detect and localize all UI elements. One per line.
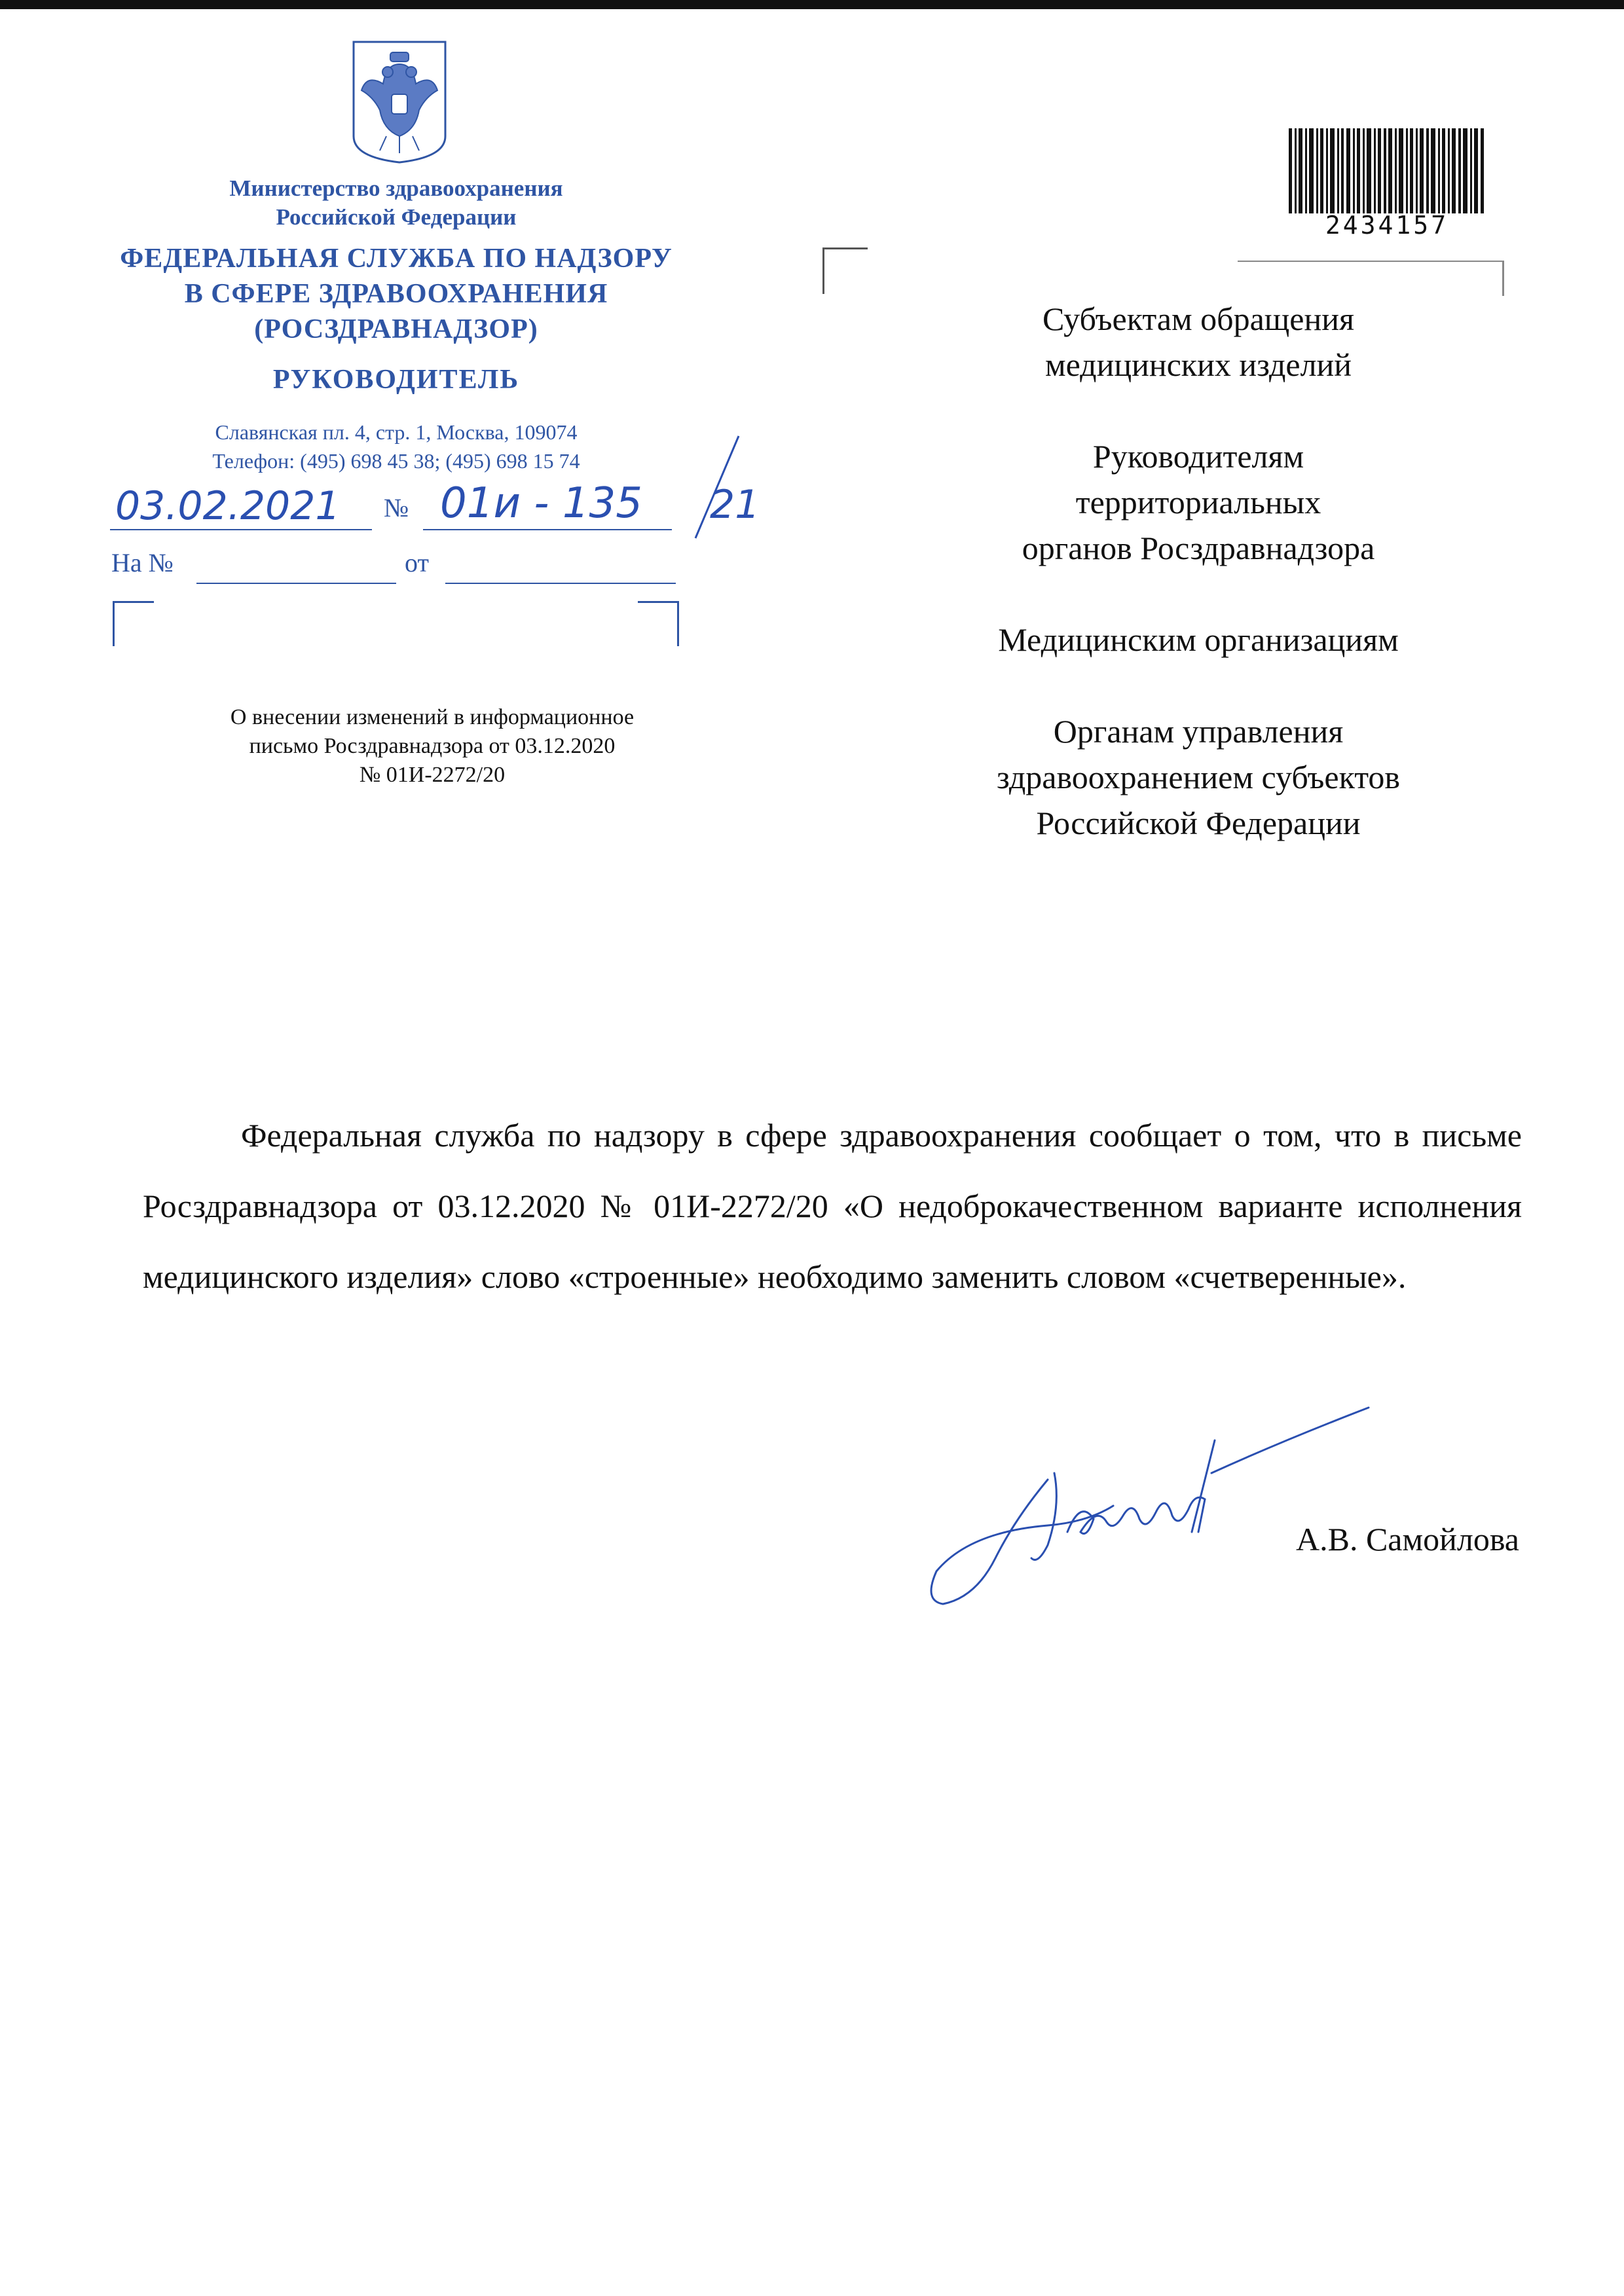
registration-date: 03.02.2021	[115, 483, 341, 529]
recipient-line: органов Росздравнадзора	[1022, 530, 1375, 566]
reference-number-line	[196, 583, 396, 584]
scan-top-edge	[0, 0, 1624, 9]
registration-date-underline	[110, 529, 372, 530]
handwritten-signature	[917, 1401, 1375, 1617]
ministry-line-1: Министерство здравоохранения	[229, 175, 563, 201]
recipient-line: Медицинским организациям	[998, 621, 1399, 658]
agency-line-1: ФЕДЕРАЛЬНАЯ СЛУЖБА ПО НАДЗОРУ	[120, 244, 673, 274]
reference-number-label: На №	[111, 548, 174, 577]
recipients-block	[904, 296, 1493, 892]
recipient-item	[904, 433, 1493, 571]
coat-of-arms-emblem	[347, 38, 452, 165]
agency-line-2: В СФЕРЕ ЗДРАВООХРАНЕНИЯ	[184, 279, 608, 309]
recipient-line: территориальных	[1075, 484, 1321, 520]
agency-address: Славянская пл. 4, стр. 1, Москва, 109074	[215, 420, 578, 444]
agency-line-3: (РОСЗДРАВНАДЗОР)	[254, 314, 538, 344]
barcode	[1289, 128, 1485, 213]
reference-from-line	[445, 583, 676, 584]
registration-slash	[694, 435, 740, 539]
ministry-name	[79, 174, 714, 232]
recipient-line: медицинских изделий	[1044, 346, 1352, 383]
subject-line-3: № 01И-2272/20	[359, 763, 506, 787]
registration-number: 01и - 135	[440, 479, 642, 528]
recipient-line: Российской Федерации	[1036, 805, 1361, 841]
letter-body: Федеральная служба по надзору в сфере здравоохранения сообщает о том, что в письме Росздравнадзора от 03.12.2020 № 01И-2272/20 «О недоброкачественном варианте исполнения медицинского изделия» слово «строенные» необходимо заменить словом «счетверенные».	[143, 1117, 1522, 1295]
agency-phone: Телефон: (495) 698 45 38; (495) 698 15 74	[212, 449, 580, 473]
agency-name	[79, 241, 714, 347]
registration-year: 21	[710, 482, 760, 528]
recipient-line: здравоохранением субъектов	[996, 759, 1401, 795]
recipient-line: Органам управления	[1053, 713, 1344, 750]
corner-mark-address-left	[822, 247, 868, 294]
corner-mark-top-right	[638, 601, 679, 646]
corner-mark-address-right	[1238, 261, 1504, 296]
recipient-item	[904, 617, 1493, 663]
subject-line-2: письмо Росздравнадзора от 03.12.2020	[249, 734, 616, 758]
barcode-number: 2434157	[1325, 211, 1449, 240]
registration-number-underline	[423, 529, 672, 530]
corner-mark-top-left	[113, 601, 154, 646]
ministry-line-2: Российской Федерации	[276, 204, 517, 230]
registration-number-label: №	[384, 493, 409, 522]
signer-name: А.В. Самойлова	[1296, 1521, 1519, 1558]
recipient-line: Руководителям	[1092, 438, 1304, 475]
head-title: РУКОВОДИТЕЛЬ	[272, 365, 520, 395]
reference-from-label: от	[405, 548, 429, 577]
recipient-line: Субъектам обращения	[1043, 301, 1354, 337]
subject-line-1: О внесении изменений в информационное	[230, 705, 635, 729]
recipient-item	[904, 296, 1493, 388]
agency-contacts	[79, 418, 714, 475]
letter-subject	[131, 703, 733, 790]
recipient-item	[904, 708, 1493, 846]
